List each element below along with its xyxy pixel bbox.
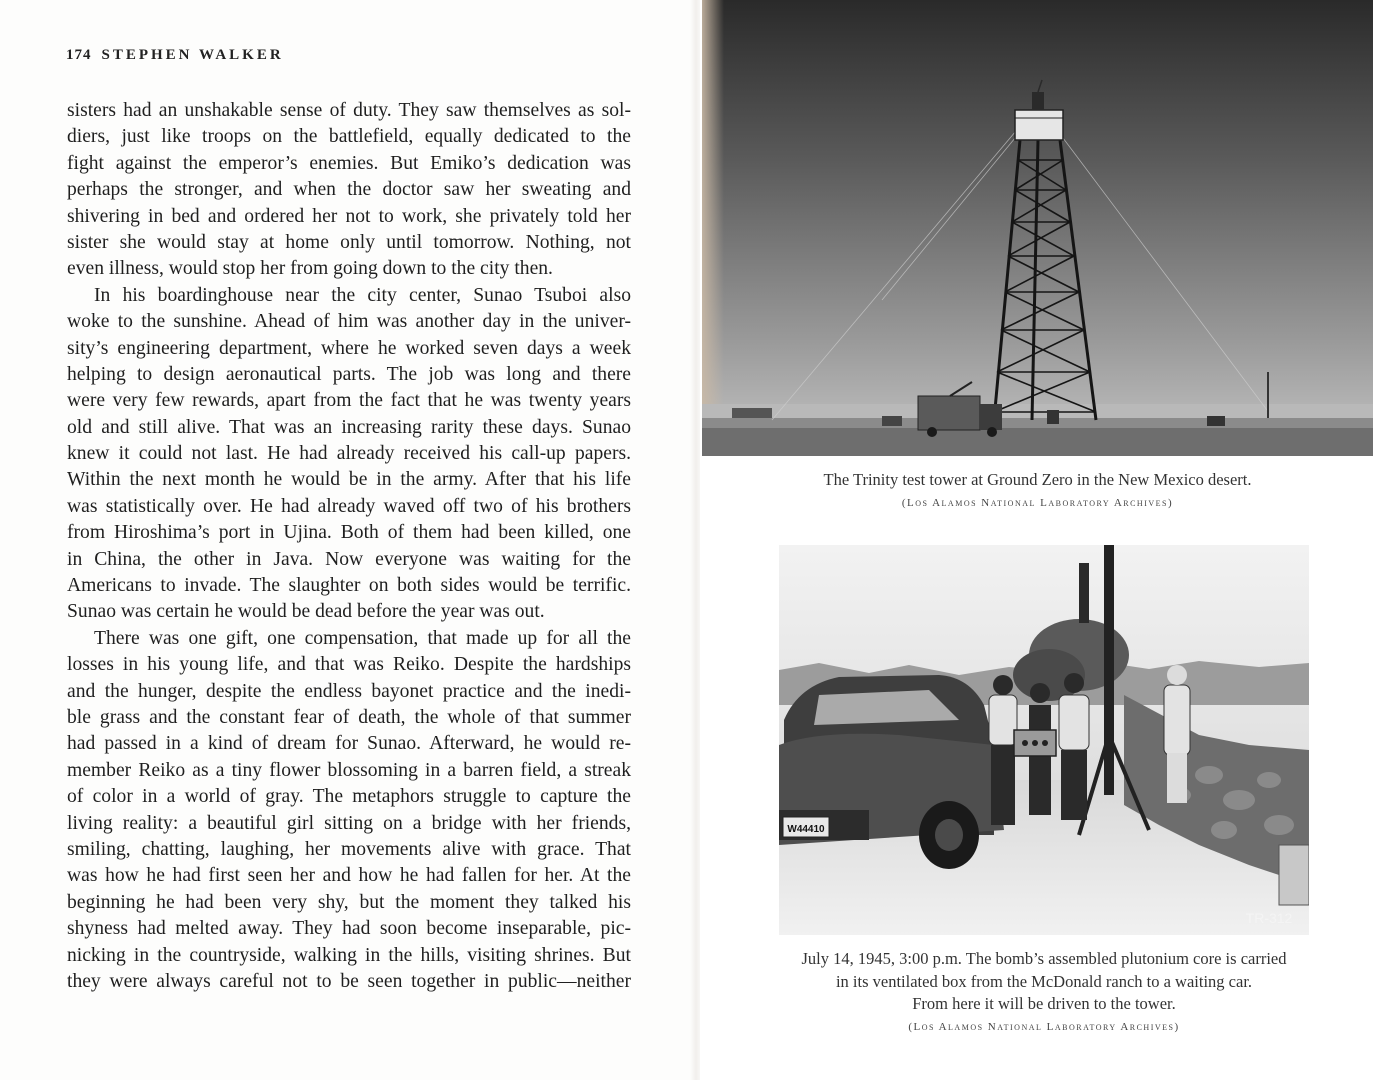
text-line: There was one gift, one compensation, that made up for all the <box>94 627 631 649</box>
text-line: smiling, chatting, laughing, her movements alive with grace. That <box>67 838 631 860</box>
text-line: sity’s engineering department, where he worked seven days a week <box>67 337 631 359</box>
text-line: of color in a world of gray. The metaphors struggle to capture the <box>67 786 631 808</box>
text-line: sisters had an unshakable sense of duty. They saw themselves as sol- <box>67 100 631 121</box>
text-line: losses in his young life, and that was Reiko. Despite the hardships <box>67 654 631 676</box>
text-line: shivering in bed and ordered her not to work, she privately told her <box>67 205 631 227</box>
text-line: sister she would stay at home only until tomorrow. Nothing, not <box>67 231 631 253</box>
text-line: they were always careful not to be seen together in public—neither <box>67 970 631 992</box>
text-line: old and still alive. That was an increasing rarity these days. Sunao <box>67 416 631 438</box>
text-line: Americans to invade. The slaughter on both sides would be terrific. <box>67 575 631 597</box>
license-plate-text: W44410 <box>787 824 825 835</box>
text-line: was statistically over. He had already waved off two of his brothers <box>67 495 631 517</box>
tower-caption <box>702 469 1373 514</box>
author-name: STEPHEN WALKER <box>101 47 284 63</box>
text-line: nicking in the countryside, walking in the hills, visiting shrines. But <box>67 944 631 966</box>
plutonium-core-photo <box>779 545 1309 935</box>
text-line: and the hunger, despite the endless bayonet practice and the inedi- <box>67 680 631 702</box>
photo-number-mark: TR-312 <box>1245 910 1293 926</box>
text-line: member Reiko as a tiny flower blossoming in a barren field, a streak <box>67 759 631 781</box>
text-line: even illness, would stop her from going down to the city then. <box>67 258 553 280</box>
tower-credit: (Los Alamos National Laboratory Archives) <box>901 496 1174 509</box>
trinity-tower-photo <box>702 0 1373 456</box>
text-line: fight against the emperor’s enemies. But Emiko’s dedication was <box>67 152 631 174</box>
text-line: had passed in a kind of dream for Sunao. Afterward, he would re- <box>67 733 631 755</box>
text-line: perhaps the stronger, and when the doctor saw her sweating and <box>67 179 631 201</box>
page-number: 174 <box>66 47 92 63</box>
text-line: from Hiroshima’s port in Ujina. Both of them had been killed, one <box>67 522 631 544</box>
tower-caption-text: The Trinity test tower at Ground Zero in the New Mexico desert. <box>823 470 1252 489</box>
running-head <box>66 47 284 64</box>
body-text <box>67 98 631 995</box>
text-line: helping to design aeronautical parts. The job was long and there <box>67 363 631 385</box>
text-line: living reality: a beautiful girl sitting on a bridge with her friends, <box>67 812 631 834</box>
core-caption-line: in its ventilated box from the McDonald ranch to a waiting car. <box>835 971 1253 991</box>
text-line: ble grass and the constant fear of death, the whole of that summer <box>67 706 631 728</box>
core-caption <box>760 948 1328 1038</box>
text-line: were very few rewards, apart from the fact that he was twenty years <box>67 390 631 412</box>
text-line: shyness had melted away. They had soon become inseparable, pic- <box>67 918 631 940</box>
text-line: diers, just like troops on the battlefield, equally dedicated to the <box>67 126 631 148</box>
core-credit: (Los Alamos National Laboratory Archives) <box>908 1020 1180 1033</box>
core-caption-line: July 14, 1945, 3:00 p.m. The bomb’s assembled plutonium core is carried <box>801 949 1287 968</box>
text-line: beginning he had been very shy, but the moment they talked his <box>67 891 631 913</box>
text-line: in China, the other in Java. Now everyone was waiting for the <box>67 548 631 570</box>
text-line: In his boardinghouse near the city center, Sunao Tsuboi also <box>94 284 631 306</box>
text-line: Within the next month he would be in the army. After that his life <box>67 469 631 491</box>
core-caption-line: From here it will be driven to the tower. <box>912 994 1176 1013</box>
text-line: knew it could not last. He had already received his call-up papers. <box>67 443 631 465</box>
text-line: woke to the sunshine. Ahead of him was another day in the univer- <box>67 311 631 333</box>
text-line: was how he had first seen her and how he had fallen for her. At the <box>67 865 631 887</box>
text-line: Sunao was certain he would be dead before the year was out. <box>67 601 545 623</box>
